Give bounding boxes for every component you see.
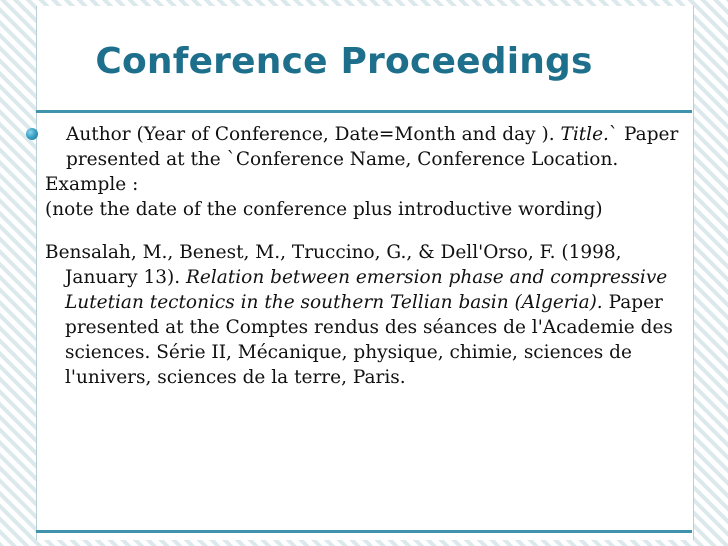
spacer: [45, 222, 687, 240]
bullet-rest-text: ` Paper presented at the `Conference Name, Conference Location.: [66, 124, 679, 170]
slide-body: [45, 122, 687, 390]
bullet-title-italic: Title.: [560, 124, 609, 145]
reference-entry: [45, 240, 687, 390]
reference-rest: Paper presented at the Comptes rendus des séances de l'Academie des sciences. Série II, Mécanique, physique, chimie, sciences de l'univers, sciences de la terre, Paris.: [65, 292, 673, 388]
bottom-divider: [36, 530, 692, 533]
title-divider: [36, 110, 692, 113]
bullet-item: [45, 122, 687, 172]
bullet-lead-text: Author (Year of Conference, Date=Month and day ).: [66, 124, 561, 145]
reference-title-italic: Relation between emersion phase and compressive Lutetian tectonics in the southern Tellian basin (Algeria).: [65, 267, 668, 313]
reference-authors: Bensalah, M., Benest, M., Truccino, G., & Dell'Orso, F. (1998, January 13).: [45, 242, 622, 288]
example-label: Example :: [45, 174, 139, 195]
slide-title: Conference Proceedings: [95, 41, 593, 82]
bullet-icon: [26, 128, 38, 140]
example-note: (note the date of the conference plus introductive wording): [45, 199, 603, 220]
